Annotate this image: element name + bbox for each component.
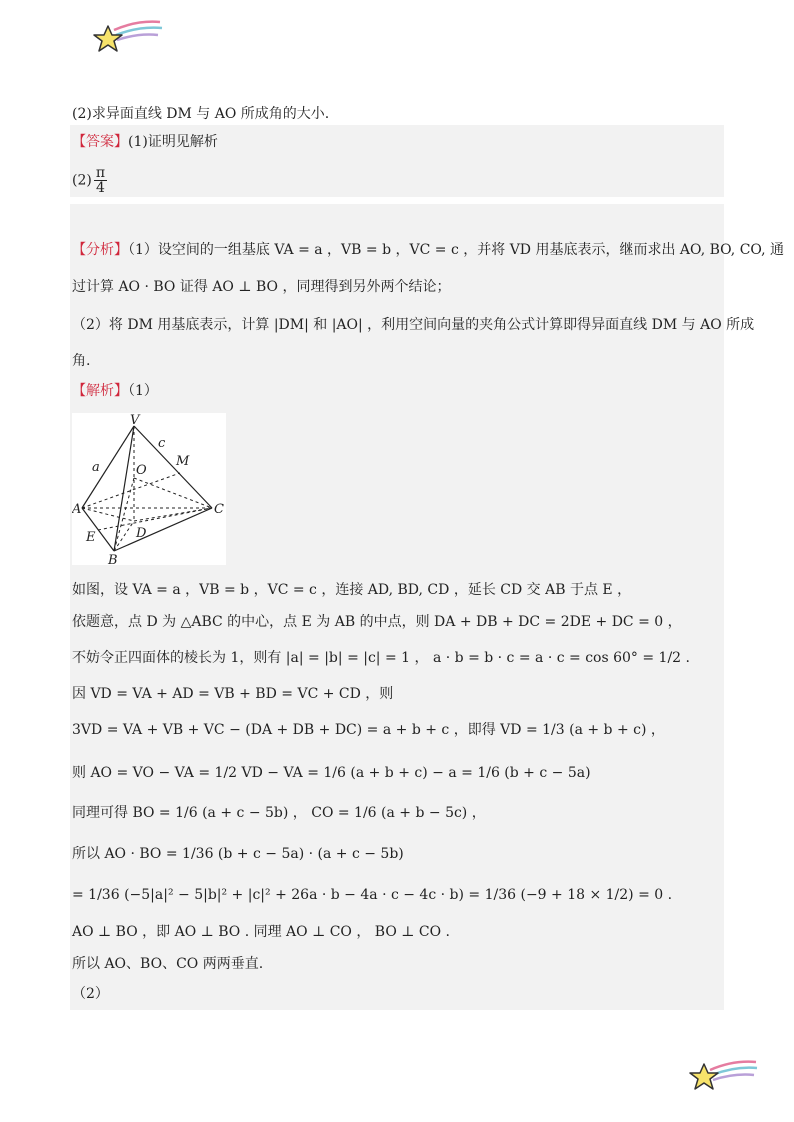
star-top-icon	[92, 16, 164, 58]
solution-line-6: 则 AO = VO − VA = 1/2 VD − VA = 1/6 (a + b + c) − a = 1/6 (b + c − 5a)	[72, 765, 591, 781]
figure-label-c: c	[158, 436, 166, 451]
analysis-line-1	[72, 240, 784, 260]
analysis-line-4: 角.	[72, 353, 91, 369]
solution-line-9: = 1/36 (−5|a|² − 5|b|² + |c|² + 26a · b − 4a · c − 4c · b) = 1/36 (−9 + 18 × 1/2) = 0 .	[72, 887, 673, 903]
analysis-tag: 【分析】	[72, 242, 128, 258]
tetrahedron-figure	[72, 413, 226, 565]
solution-line-11: 所以 AO、BO、CO 两两垂直.	[72, 956, 264, 972]
solution-part1-label: （1）	[128, 383, 158, 399]
figure-label-A: A	[72, 502, 82, 517]
figure-label-B: B	[108, 553, 118, 565]
answer-tag: 【答案】	[72, 134, 128, 150]
answer-line-1	[72, 132, 218, 152]
solution-header	[72, 381, 158, 401]
star-bottom-icon	[686, 1052, 758, 1096]
solution-line-3: 不妨令正四面体的棱长为 1，则有 |a| = |b| = |c| = 1 ， a · b = b · c = a · c = cos 60° = 1/2 .	[72, 650, 690, 666]
solution-line-4: 因 VD = VA + AD = VB + BD = VC + CD ，则	[72, 686, 394, 702]
solution-line-5: 3VD = VA + VB + VC − (DA + DB + DC) = a + b + c ，即得 VD = 1/3 (a + b + c) ，	[72, 722, 665, 738]
solution-line-7: 同理可得 BO = 1/6 (a + c − 5b) ， CO = 1/6 (a + b − 5c) ，	[72, 805, 486, 821]
answer-fraction-den: 4	[95, 180, 105, 196]
solution-tag: 【解析】	[72, 383, 128, 399]
solution-line-8: 所以 AO · BO = 1/36 (b + c − 5a) · (a + c − 5b)	[72, 846, 404, 862]
solution-line-10: AO ⊥ BO ，即 AO ⊥ BO . 同理 AO ⊥ CO ， BO ⊥ CO .	[72, 924, 450, 940]
figure-label-D: D	[136, 526, 147, 541]
figure-label-E: E	[86, 530, 96, 545]
figure-label-a: a	[92, 460, 100, 475]
answer-part2-prefix: (2)	[72, 172, 92, 189]
answer-line-2	[72, 166, 109, 195]
figure-label-M: M	[176, 454, 190, 469]
solution-line-12: （2）	[72, 986, 109, 1002]
question-text: (2)求异面直线 DM 与 AO 所成角的大小.	[72, 106, 330, 122]
figure-label-C: C	[214, 502, 224, 517]
analysis-line-2: 过计算 AO · BO 证得 AO ⊥ BO ，同理得到另外两个结论；	[72, 279, 451, 295]
figure-label-O: O	[136, 463, 147, 478]
answer-fraction-num: π	[95, 165, 106, 181]
analysis-text-1: （1）设空间的一组基底 VA = a ，VB = b ，VC = c ，并将 VD 用基底表示，继而求出 AO, BO, CO, 通	[128, 242, 784, 258]
answer-fraction	[94, 166, 107, 195]
figure-label-V: V	[130, 413, 140, 428]
solution-line-1: 如图，设 VA = a ，VB = b ，VC = c ，连接 AD, BD, CD ，延长 CD 交 AB 于点 E ，	[72, 582, 632, 598]
analysis-line-3: （2）将 DM 用基底表示，计算 |DM| 和 |AO| ，利用空间向量的夹角公式计算即得异面直线 DM 与 AO 所成	[72, 317, 755, 333]
answer-part1: (1)证明见解析	[128, 134, 218, 150]
solution-line-2: 依题意，点 D 为 △ABC 的中心，点 E 为 AB 的中点，则 DA + DB + DC = 2DE + DC = 0 ，	[72, 614, 682, 630]
